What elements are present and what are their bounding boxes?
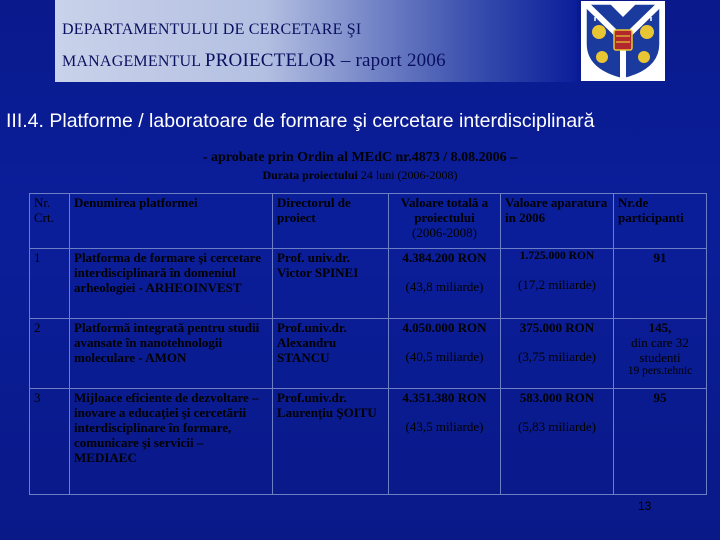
row-equipment [501,319,614,389]
row-total-ron: 4.384.200 RON [402,250,487,265]
row-director: Prof. univ.dr. Victor SPINEI [273,249,389,319]
duration-value: 24 luni (2006-2008) [360,168,458,182]
row-director: Prof.univ.dr. Laurenţiu ŞOITU [273,389,389,495]
row-participants-extra: 19 pers.tehnic [627,365,693,377]
header-director: Directorul de proiect [273,194,389,249]
header-nr: Nr. Crt. [30,194,70,249]
row-total-ron: 4.351.380 RON [402,390,487,405]
row-equipment [501,249,614,319]
row-total [389,319,501,389]
row-equipment-ron: 375.000 RON [519,320,595,335]
row-total [389,389,501,495]
row-participants-count: 95 [653,390,667,405]
table-row [30,319,707,389]
table-row [30,389,707,495]
row-equipment-mil: (17,2 miliarde) [518,277,596,292]
row-participants [614,249,707,319]
header-line-2-a: MANAGEMENTUL [62,53,201,70]
header-line-2 [62,50,446,72]
row-equipment-mil: (3,75 miliarde) [518,349,596,364]
slide-title: III.4. Platforme / laboratoare de formare şi cercetare interdisciplinară [6,110,595,132]
row-director: Prof.univ.dr. Alexandru STANCU [273,319,389,389]
row-total-mil: (40,5 miliarde) [405,349,484,364]
header-name: Denumirea platformei [70,194,273,249]
row-total [389,249,501,319]
header-line-1: DEPARTAMENTULUI DE CERCETARE ŞI [62,21,362,38]
header-total [389,194,501,249]
row-participants-note: din care 32 studenti [631,335,689,365]
table-row [30,249,707,319]
row-participants [614,389,707,495]
row-participants-count: 145, [648,320,672,335]
header-participants: Nr.de participanti [614,194,707,249]
university-crest-icon [580,0,666,82]
row-equipment-mil: (5,83 miliarde) [518,419,596,434]
row-total-mil: (43,8 miliarde) [405,279,484,294]
header-total-years: (2006-2008) [412,225,477,240]
table-header-row [30,194,707,249]
header-line-2-b: PROIECTELOR – raport 2006 [204,50,446,71]
row-equipment-ron: 1.725.000 RON [519,250,595,262]
row-name: Mijloace eficiente de dezvoltare –inovare a educaţiei şi cercetării interdisciplinare în formare, comunicare şi servicii – MEDIAEC [70,389,273,495]
row-name: Platforma de formare şi cercetare interdisciplinară în domeniul arheologiei - ARHEOINVEST [70,249,273,319]
row-equipment [501,389,614,495]
approval-subtitle: - aprobate prin Ordin al MEdC nr.4873 / 8.08.2006 – [202,150,518,165]
platforms-table [29,193,707,495]
header-total-label: Valoare totală a proiectului [400,195,489,225]
row-participants-count: 91 [653,250,667,265]
row-total-ron: 4.050.000 RON [402,320,487,335]
row-nr: 3 [30,389,70,495]
row-nr: 2 [30,319,70,389]
row-participants [614,319,707,389]
row-name: Platformă integrată pentru studii avansate în nanotehnologii moleculare - AMON [70,319,273,389]
duration-label: Durata proiectului [262,168,358,182]
row-total-mil: (43,5 miliarde) [405,419,484,434]
project-duration [0,168,720,183]
header-equipment: Valoare aparatura in 2006 [501,194,614,249]
page-number: 13 [638,499,652,513]
row-equipment-ron: 583.000 RON [519,390,595,405]
row-nr: 1 [30,249,70,319]
